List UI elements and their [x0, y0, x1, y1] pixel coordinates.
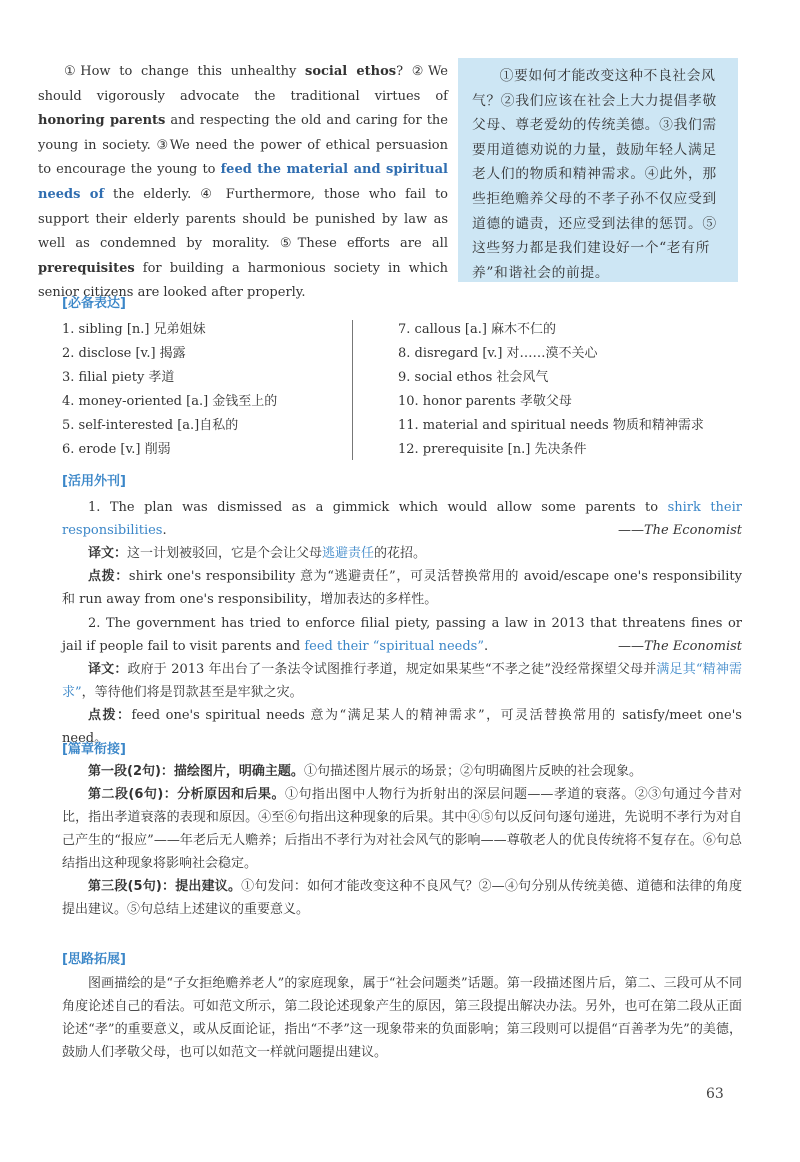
vocab-item: 4. money-oriented [a.] 金钱至上的	[62, 394, 278, 409]
translation	[62, 658, 742, 704]
sentence-text: .	[162, 523, 167, 538]
vocab-item: 7. callous [a.] 麻木不仁的	[398, 322, 557, 337]
passage-text: and respecting the old and caring for the young in society. ③We need the power of ethical persuasion to encourage the young to	[38, 113, 448, 178]
section-must-expressions: [必备表达]	[62, 296, 126, 311]
passage-text: for building a harmonious society in which senior citizens are looked after properly.	[38, 260, 448, 301]
chinese-translation-box: ①要如何才能改变这种不良社会风气？②我们应该在社会上大力提倡孝敬父母、尊老爱幼的传统美德。③我们需要用道德劝说的力量，鼓励年轻人满足老人们的物质和精神需求。④此外，那些拒绝赡养父母的不孝子孙不仅应受到道德的谴责，还应受到法律的惩罚。⑤这些努力都是我们建设好一个“老有所养”和谐社会的前提。	[458, 58, 738, 282]
highlighted-phrase: 满足其“精神需求”	[62, 662, 742, 700]
paragraph-text: ①句指出图中人物行为折射出的深层问题——孝道的衰落。②③句通过今昔对比，指出孝道衰落的表现和原因。④至⑥句指出这种现象的后果。其中④⑤句以反问句逐句递进，先说明不孝行为对自己产生的“报应”——年老后无人赡养；后指出不孝行为对社会风气的影响——尊敬老人的优良传统将不复存在。⑥句总结指出这种现象将影响社会稳定。	[62, 787, 742, 871]
sentence-text: 2. The government has tried to enforce filial piety, passing a law in 2013 that threatens fines or jail if people fail to visit parents and	[62, 616, 742, 654]
vocab-item: 5. self-interested [a.]自私的	[62, 418, 239, 433]
passage-text: ? ②We should vigorously advocate the traditional virtues of	[38, 64, 448, 104]
source-citation: ——The Economist	[617, 639, 742, 654]
translation-text: 政府于 2013 年出台了一条法令试图推行孝道，规定如果某些“不孝之徒”没经常探望父母并	[127, 662, 657, 677]
sentence-text: 1. The plan was dismissed as a gimmick which would allow some parents to	[88, 500, 668, 515]
highlighted-phrase: shirk their responsibilities	[62, 500, 742, 538]
paragraph-analysis	[62, 875, 742, 921]
vocab-item: 10. honor parents 孝敬父母	[398, 394, 572, 409]
page-number: 63	[706, 1086, 724, 1102]
translation-text: 的花招。	[374, 546, 427, 561]
vocabulary-column-left	[62, 318, 352, 462]
column-divider	[352, 320, 353, 460]
section-idea-extension: [思路拓展]	[62, 952, 126, 967]
passage-text: ①How to change this unhealthy	[64, 64, 306, 79]
vocab-item: 1. sibling [n.] 兄弟姐妹	[62, 322, 206, 337]
tip	[62, 704, 742, 750]
paragraph-analysis	[62, 783, 742, 875]
highlighted-phrase: feed their “spiritual needs”	[304, 639, 484, 654]
vocab-item: 8. disregard [v.] 对……漠不关心	[398, 346, 598, 361]
vocab-item: 12. prerequisite [n.] 先决条件	[398, 442, 587, 457]
paragraph-label: 第三段(5句)：提出建议。	[88, 879, 242, 894]
translation-text: 这一计划被驳回，它是个会让父母	[127, 546, 323, 561]
model-essay-block	[38, 60, 762, 301]
paragraph-text: ①句发问：如何才能改变这种不良风气？②—④句分别从传统美德、道德和法律的角度提出建议。⑤句总结上述建议的重要意义。	[62, 879, 742, 917]
tip-text: feed one's spiritual needs 意为“满足某人的精神需求”，可灵活替换常用的 satisfy/meet one's need。	[62, 708, 742, 746]
tip	[62, 565, 742, 611]
chapter-link-analysis	[62, 760, 742, 921]
source-citation: ——The Economist	[617, 523, 742, 538]
vocab-item: 11. material and spiritual needs 物质和精神需求	[398, 418, 704, 433]
translation-label: 译文：	[88, 546, 128, 561]
translation-label: 译文：	[88, 662, 128, 677]
tip-label: 点拨：	[88, 569, 129, 584]
paragraph-analysis	[62, 760, 742, 783]
translation-text: ，等待他们将是罚款甚至是牢狱之灾。	[81, 685, 303, 700]
section-foreign-usage: [活用外刊]	[62, 474, 126, 489]
example-2	[62, 612, 742, 750]
vocabulary-column-right	[398, 318, 738, 462]
vocab-item: 9. social ethos 社会风气	[398, 370, 549, 385]
tip-label: 点拨：	[88, 708, 132, 723]
english-passage	[38, 60, 448, 306]
paragraph-label: 第二段(6句)：分析原因和后果。	[88, 787, 285, 802]
vocab-item: 2. disclose [v.] 揭露	[62, 346, 186, 361]
translation	[62, 542, 742, 565]
example-1	[62, 496, 742, 611]
passage-text: the elderly. ④ Furthermore, those who fail to support their elderly parents should be punished by law as well as condemned by morality. ⑤These efforts are all	[38, 186, 448, 252]
highlighted-phrase: 逃避责任	[322, 546, 375, 561]
highlighted-phrase: feed the material and spiritual needs of	[38, 162, 448, 202]
section-chapter-link: [篇章衔接]	[62, 742, 126, 757]
key-phrase: social ethos	[305, 64, 397, 79]
paragraph-label: 第一段(2句)：描绘图片，明确主题。	[88, 764, 304, 779]
key-phrase: prerequisites	[38, 260, 135, 276]
tip-text: shirk one's responsibility 意为“逃避责任”，可灵活替换常用的 avoid/escape one's responsibility 和 run away from one's responsibility，增加表达的多样性。	[62, 569, 742, 607]
vocab-item: 6. erode [v.] 削弱	[62, 442, 171, 457]
idea-extension-text: 图画描绘的是“子女拒绝赡养老人”的家庭现象，属于“社会问题类”话题。第一段描述图片后，第二、三段可从不同角度论述自己的看法。可如范文所示，第二段论述现象产生的原因，第三段提出解决办法。另外，也可在第二段从正面论述“孝”的重要意义，或从反面论证，指出“不孝”这一现象带来的负面影响；第三段则可以提倡“百善孝为先”的美德，鼓励人们孝敬父母，也可以如范文一样就问题提出建议。	[62, 976, 742, 1060]
paragraph-text: ①句描述图片展示的场景；②句明确图片反映的社会现象。	[303, 764, 642, 779]
key-phrase: honoring parents	[38, 113, 166, 129]
vocab-item: 3. filial piety 孝道	[62, 370, 175, 385]
sentence-text: .	[483, 639, 489, 654]
